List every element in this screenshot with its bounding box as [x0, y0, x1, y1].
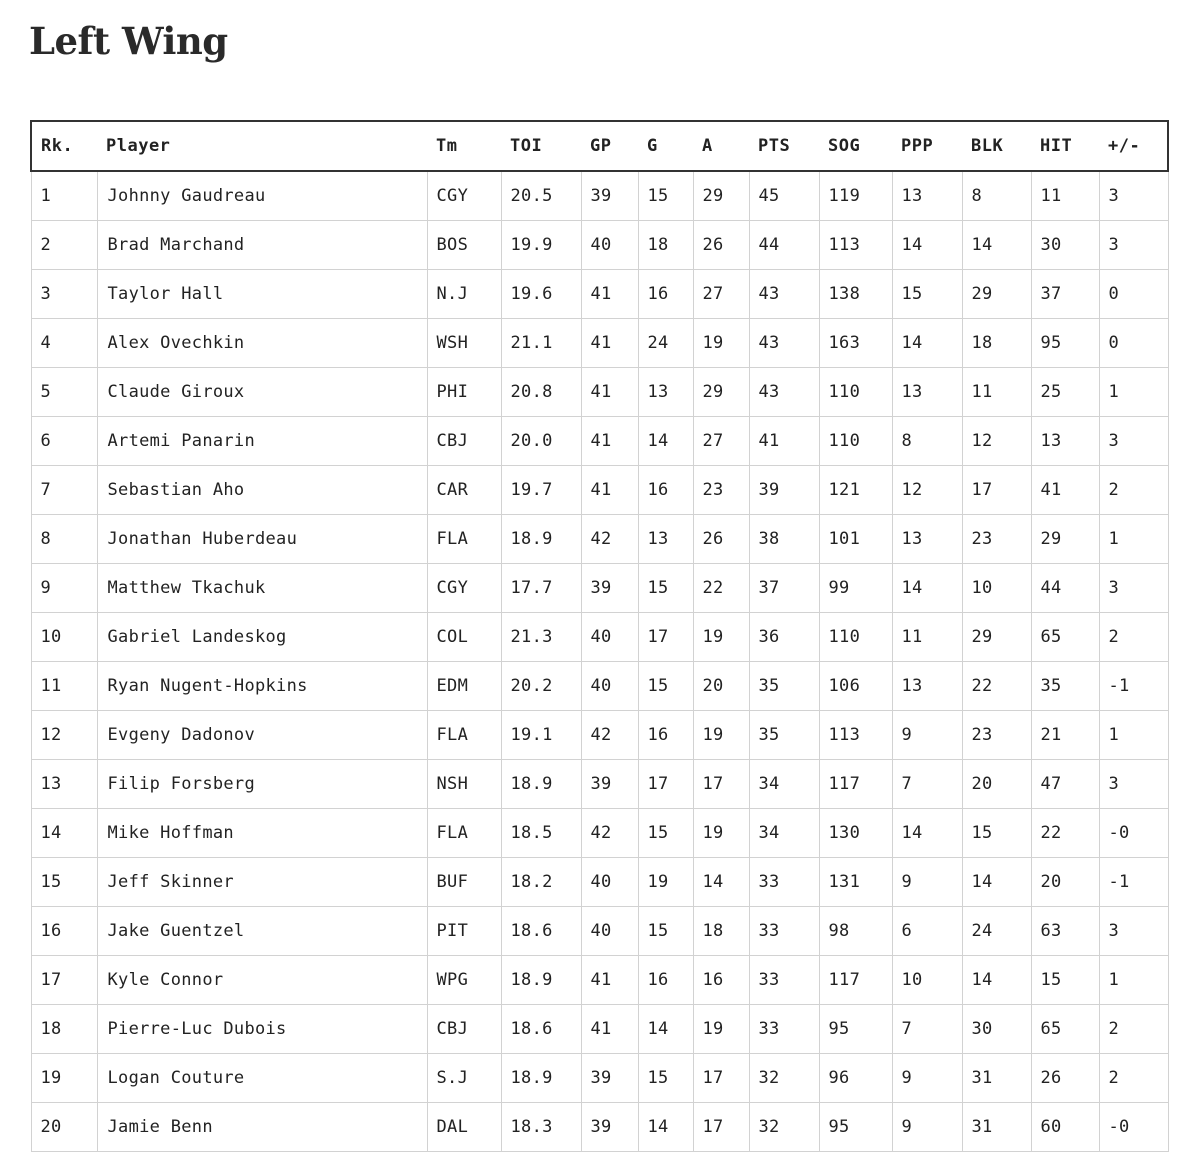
team-cell: CGY	[427, 171, 501, 221]
blk-cell: 14	[962, 956, 1031, 1005]
rank-cell: 20	[31, 1103, 97, 1152]
sog-cell: 131	[819, 858, 892, 907]
sog-cell: 110	[819, 368, 892, 417]
player-cell: Johnny Gaudreau	[97, 171, 427, 221]
toi-cell: 20.2	[501, 662, 581, 711]
sog-cell: 96	[819, 1054, 892, 1103]
table-row	[31, 907, 1168, 956]
plus-minus-cell: 1	[1099, 711, 1168, 760]
ppp-cell: 14	[892, 319, 962, 368]
ppp-cell: 8	[892, 417, 962, 466]
g-cell: 13	[638, 515, 693, 564]
column-header-ppp: PPP	[892, 121, 962, 171]
rank-cell: 16	[31, 907, 97, 956]
pts-cell: 33	[749, 907, 819, 956]
g-cell: 16	[638, 711, 693, 760]
a-cell: 20	[693, 662, 749, 711]
blk-cell: 29	[962, 270, 1031, 319]
blk-cell: 30	[962, 1005, 1031, 1054]
plus-minus-cell: -1	[1099, 662, 1168, 711]
table-row	[31, 1005, 1168, 1054]
gp-cell: 40	[581, 613, 638, 662]
player-cell: Jeff Skinner	[97, 858, 427, 907]
hit-cell: 60	[1031, 1103, 1099, 1152]
a-cell: 26	[693, 515, 749, 564]
hit-cell: 65	[1031, 613, 1099, 662]
blk-cell: 23	[962, 515, 1031, 564]
gp-cell: 41	[581, 417, 638, 466]
ppp-cell: 9	[892, 1103, 962, 1152]
rank-cell: 1	[31, 171, 97, 221]
ppp-cell: 13	[892, 515, 962, 564]
rank-cell: 10	[31, 613, 97, 662]
table-row	[31, 171, 1168, 221]
rank-cell: 8	[31, 515, 97, 564]
pts-cell: 43	[749, 319, 819, 368]
a-cell: 17	[693, 1054, 749, 1103]
hit-cell: 15	[1031, 956, 1099, 1005]
table-row	[31, 368, 1168, 417]
table-row	[31, 417, 1168, 466]
g-cell: 15	[638, 171, 693, 221]
toi-cell: 18.3	[501, 1103, 581, 1152]
gp-cell: 39	[581, 1054, 638, 1103]
g-cell: 15	[638, 662, 693, 711]
sog-cell: 110	[819, 417, 892, 466]
a-cell: 29	[693, 171, 749, 221]
gp-cell: 42	[581, 809, 638, 858]
player-cell: Mike Hoffman	[97, 809, 427, 858]
team-cell: EDM	[427, 662, 501, 711]
gp-cell: 41	[581, 319, 638, 368]
hit-cell: 44	[1031, 564, 1099, 613]
gp-cell: 39	[581, 760, 638, 809]
g-cell: 15	[638, 809, 693, 858]
plus-minus-cell: 3	[1099, 221, 1168, 270]
player-cell: Gabriel Landeskog	[97, 613, 427, 662]
team-cell: PHI	[427, 368, 501, 417]
team-cell: CBJ	[427, 1005, 501, 1054]
g-cell: 17	[638, 760, 693, 809]
g-cell: 16	[638, 270, 693, 319]
sog-cell: 98	[819, 907, 892, 956]
team-cell: CAR	[427, 466, 501, 515]
toi-cell: 21.3	[501, 613, 581, 662]
team-cell: PIT	[427, 907, 501, 956]
toi-cell: 18.6	[501, 907, 581, 956]
plus-minus-cell: 3	[1099, 760, 1168, 809]
a-cell: 19	[693, 613, 749, 662]
table-row	[31, 711, 1168, 760]
plus-minus-cell: 2	[1099, 613, 1168, 662]
column-header-sog: SOG	[819, 121, 892, 171]
hit-cell: 47	[1031, 760, 1099, 809]
blk-cell: 18	[962, 319, 1031, 368]
ppp-cell: 12	[892, 466, 962, 515]
hit-cell: 35	[1031, 662, 1099, 711]
gp-cell: 41	[581, 956, 638, 1005]
player-cell: Matthew Tkachuk	[97, 564, 427, 613]
a-cell: 23	[693, 466, 749, 515]
g-cell: 14	[638, 1005, 693, 1054]
team-cell: COL	[427, 613, 501, 662]
ppp-cell: 6	[892, 907, 962, 956]
ppp-cell: 7	[892, 760, 962, 809]
plus-minus-cell: 1	[1099, 368, 1168, 417]
g-cell: 24	[638, 319, 693, 368]
g-cell: 15	[638, 564, 693, 613]
pts-cell: 33	[749, 858, 819, 907]
ppp-cell: 11	[892, 613, 962, 662]
gp-cell: 39	[581, 564, 638, 613]
blk-cell: 20	[962, 760, 1031, 809]
a-cell: 27	[693, 270, 749, 319]
column-header-hit: HIT	[1031, 121, 1099, 171]
team-cell: WSH	[427, 319, 501, 368]
ppp-cell: 9	[892, 858, 962, 907]
hit-cell: 30	[1031, 221, 1099, 270]
g-cell: 16	[638, 956, 693, 1005]
sog-cell: 117	[819, 956, 892, 1005]
toi-cell: 18.9	[501, 1054, 581, 1103]
player-cell: Taylor Hall	[97, 270, 427, 319]
ppp-cell: 14	[892, 221, 962, 270]
blk-cell: 15	[962, 809, 1031, 858]
pts-cell: 32	[749, 1054, 819, 1103]
player-cell: Evgeny Dadonov	[97, 711, 427, 760]
pts-cell: 41	[749, 417, 819, 466]
player-cell: Jonathan Huberdeau	[97, 515, 427, 564]
hit-cell: 65	[1031, 1005, 1099, 1054]
gp-cell: 41	[581, 466, 638, 515]
plus-minus-cell: -0	[1099, 809, 1168, 858]
player-cell: Filip Forsberg	[97, 760, 427, 809]
plus-minus-cell: 0	[1099, 319, 1168, 368]
g-cell: 17	[638, 613, 693, 662]
pts-cell: 33	[749, 1005, 819, 1054]
rank-cell: 9	[31, 564, 97, 613]
rank-cell: 4	[31, 319, 97, 368]
gp-cell: 41	[581, 368, 638, 417]
table-row	[31, 760, 1168, 809]
toi-cell: 19.1	[501, 711, 581, 760]
ppp-cell: 15	[892, 270, 962, 319]
column-header-rank: Rk.	[31, 121, 97, 171]
plus-minus-cell: 3	[1099, 907, 1168, 956]
plus-minus-cell: 2	[1099, 466, 1168, 515]
team-cell: BOS	[427, 221, 501, 270]
blk-cell: 14	[962, 221, 1031, 270]
a-cell: 29	[693, 368, 749, 417]
hit-cell: 63	[1031, 907, 1099, 956]
g-cell: 14	[638, 417, 693, 466]
g-cell: 14	[638, 1103, 693, 1152]
blk-cell: 31	[962, 1103, 1031, 1152]
column-header-g: G	[638, 121, 693, 171]
hit-cell: 95	[1031, 319, 1099, 368]
g-cell: 18	[638, 221, 693, 270]
team-cell: CGY	[427, 564, 501, 613]
blk-cell: 31	[962, 1054, 1031, 1103]
sog-cell: 113	[819, 711, 892, 760]
toi-cell: 19.6	[501, 270, 581, 319]
sog-cell: 106	[819, 662, 892, 711]
sog-cell: 101	[819, 515, 892, 564]
rank-cell: 14	[31, 809, 97, 858]
hit-cell: 13	[1031, 417, 1099, 466]
hit-cell: 22	[1031, 809, 1099, 858]
a-cell: 19	[693, 1005, 749, 1054]
plus-minus-cell: 3	[1099, 417, 1168, 466]
column-header-blk: BLK	[962, 121, 1031, 171]
sog-cell: 163	[819, 319, 892, 368]
table-row	[31, 1054, 1168, 1103]
ppp-cell: 13	[892, 368, 962, 417]
table-row	[31, 564, 1168, 613]
a-cell: 16	[693, 956, 749, 1005]
ppp-cell: 14	[892, 564, 962, 613]
table-row	[31, 466, 1168, 515]
rank-cell: 18	[31, 1005, 97, 1054]
sog-cell: 99	[819, 564, 892, 613]
sog-cell: 119	[819, 171, 892, 221]
rank-cell: 7	[31, 466, 97, 515]
toi-cell: 20.8	[501, 368, 581, 417]
gp-cell: 41	[581, 270, 638, 319]
a-cell: 19	[693, 319, 749, 368]
pts-cell: 43	[749, 270, 819, 319]
blk-cell: 23	[962, 711, 1031, 760]
g-cell: 13	[638, 368, 693, 417]
toi-cell: 18.9	[501, 515, 581, 564]
player-cell: Alex Ovechkin	[97, 319, 427, 368]
table-row	[31, 956, 1168, 1005]
a-cell: 19	[693, 711, 749, 760]
hit-cell: 11	[1031, 171, 1099, 221]
team-cell: FLA	[427, 711, 501, 760]
gp-cell: 41	[581, 1005, 638, 1054]
a-cell: 17	[693, 1103, 749, 1152]
pts-cell: 35	[749, 711, 819, 760]
player-cell: Artemi Panarin	[97, 417, 427, 466]
blk-cell: 14	[962, 858, 1031, 907]
a-cell: 19	[693, 809, 749, 858]
hit-cell: 41	[1031, 466, 1099, 515]
pts-cell: 34	[749, 809, 819, 858]
ppp-cell: 13	[892, 171, 962, 221]
a-cell: 26	[693, 221, 749, 270]
g-cell: 15	[638, 1054, 693, 1103]
table-body	[31, 171, 1168, 1152]
sog-cell: 121	[819, 466, 892, 515]
player-cell: Sebastian Aho	[97, 466, 427, 515]
sog-cell: 95	[819, 1103, 892, 1152]
toi-cell: 18.9	[501, 760, 581, 809]
ppp-cell: 7	[892, 1005, 962, 1054]
sog-cell: 138	[819, 270, 892, 319]
a-cell: 22	[693, 564, 749, 613]
team-cell: CBJ	[427, 417, 501, 466]
a-cell: 17	[693, 760, 749, 809]
header-row	[31, 121, 1168, 171]
hit-cell: 29	[1031, 515, 1099, 564]
hit-cell: 25	[1031, 368, 1099, 417]
pts-cell: 34	[749, 760, 819, 809]
toi-cell: 18.2	[501, 858, 581, 907]
ppp-cell: 9	[892, 711, 962, 760]
plus-minus-cell: 3	[1099, 564, 1168, 613]
pts-cell: 39	[749, 466, 819, 515]
team-cell: BUF	[427, 858, 501, 907]
page-title: Left Wing	[29, 19, 228, 63]
a-cell: 14	[693, 858, 749, 907]
g-cell: 15	[638, 907, 693, 956]
g-cell: 16	[638, 466, 693, 515]
plus-minus-cell: 0	[1099, 270, 1168, 319]
g-cell: 19	[638, 858, 693, 907]
blk-cell: 24	[962, 907, 1031, 956]
player-cell: Jamie Benn	[97, 1103, 427, 1152]
toi-cell: 19.9	[501, 221, 581, 270]
rank-cell: 3	[31, 270, 97, 319]
blk-cell: 12	[962, 417, 1031, 466]
gp-cell: 40	[581, 858, 638, 907]
blk-cell: 10	[962, 564, 1031, 613]
table-row	[31, 319, 1168, 368]
blk-cell: 11	[962, 368, 1031, 417]
hit-cell: 26	[1031, 1054, 1099, 1103]
table-row	[31, 809, 1168, 858]
ppp-cell: 10	[892, 956, 962, 1005]
plus-minus-cell: 1	[1099, 515, 1168, 564]
sog-cell: 130	[819, 809, 892, 858]
player-cell: Pierre-Luc Dubois	[97, 1005, 427, 1054]
team-cell: N.J	[427, 270, 501, 319]
gp-cell: 40	[581, 907, 638, 956]
pts-cell: 38	[749, 515, 819, 564]
team-cell: NSH	[427, 760, 501, 809]
plus-minus-cell: 2	[1099, 1005, 1168, 1054]
plus-minus-cell: 1	[1099, 956, 1168, 1005]
player-cell: Logan Couture	[97, 1054, 427, 1103]
sog-cell: 95	[819, 1005, 892, 1054]
rank-cell: 6	[31, 417, 97, 466]
pts-cell: 35	[749, 662, 819, 711]
toi-cell: 19.7	[501, 466, 581, 515]
table-row	[31, 270, 1168, 319]
player-cell: Brad Marchand	[97, 221, 427, 270]
column-header-toi: TOI	[501, 121, 581, 171]
rank-cell: 11	[31, 662, 97, 711]
ppp-cell: 9	[892, 1054, 962, 1103]
sog-cell: 110	[819, 613, 892, 662]
gp-cell: 39	[581, 1103, 638, 1152]
table-row	[31, 613, 1168, 662]
toi-cell: 18.9	[501, 956, 581, 1005]
toi-cell: 20.0	[501, 417, 581, 466]
gp-cell: 42	[581, 515, 638, 564]
toi-cell: 18.5	[501, 809, 581, 858]
column-header-gp: GP	[581, 121, 638, 171]
team-cell: DAL	[427, 1103, 501, 1152]
table-row	[31, 221, 1168, 270]
toi-cell: 17.7	[501, 564, 581, 613]
column-header-plus-minus: +/-	[1099, 121, 1168, 171]
blk-cell: 17	[962, 466, 1031, 515]
ppp-cell: 14	[892, 809, 962, 858]
pts-cell: 33	[749, 956, 819, 1005]
player-cell: Claude Giroux	[97, 368, 427, 417]
plus-minus-cell: -0	[1099, 1103, 1168, 1152]
team-cell: FLA	[427, 809, 501, 858]
table-row	[31, 515, 1168, 564]
toi-cell: 20.5	[501, 171, 581, 221]
table-row	[31, 662, 1168, 711]
hit-cell: 37	[1031, 270, 1099, 319]
blk-cell: 29	[962, 613, 1031, 662]
rank-cell: 12	[31, 711, 97, 760]
pts-cell: 32	[749, 1103, 819, 1152]
rank-cell: 5	[31, 368, 97, 417]
table-row	[31, 858, 1168, 907]
team-cell: FLA	[427, 515, 501, 564]
column-header-team: Tm	[427, 121, 501, 171]
team-cell: S.J	[427, 1054, 501, 1103]
blk-cell: 22	[962, 662, 1031, 711]
plus-minus-cell: 3	[1099, 171, 1168, 221]
table-row	[31, 1103, 1168, 1152]
column-header-pts: PTS	[749, 121, 819, 171]
pts-cell: 36	[749, 613, 819, 662]
rank-cell: 13	[31, 760, 97, 809]
gp-cell: 42	[581, 711, 638, 760]
gp-cell: 39	[581, 171, 638, 221]
plus-minus-cell: -1	[1099, 858, 1168, 907]
hit-cell: 20	[1031, 858, 1099, 907]
pts-cell: 43	[749, 368, 819, 417]
gp-cell: 40	[581, 221, 638, 270]
toi-cell: 18.6	[501, 1005, 581, 1054]
rank-cell: 15	[31, 858, 97, 907]
player-cell: Kyle Connor	[97, 956, 427, 1005]
hit-cell: 21	[1031, 711, 1099, 760]
sog-cell: 117	[819, 760, 892, 809]
player-cell: Jake Guentzel	[97, 907, 427, 956]
stats-table	[30, 120, 1169, 1152]
gp-cell: 40	[581, 662, 638, 711]
rank-cell: 2	[31, 221, 97, 270]
pts-cell: 44	[749, 221, 819, 270]
pts-cell: 45	[749, 171, 819, 221]
team-cell: WPG	[427, 956, 501, 1005]
toi-cell: 21.1	[501, 319, 581, 368]
sog-cell: 113	[819, 221, 892, 270]
plus-minus-cell: 2	[1099, 1054, 1168, 1103]
rank-cell: 19	[31, 1054, 97, 1103]
ppp-cell: 13	[892, 662, 962, 711]
a-cell: 18	[693, 907, 749, 956]
a-cell: 27	[693, 417, 749, 466]
column-header-player: Player	[97, 121, 427, 171]
column-header-a: A	[693, 121, 749, 171]
pts-cell: 37	[749, 564, 819, 613]
rank-cell: 17	[31, 956, 97, 1005]
blk-cell: 8	[962, 171, 1031, 221]
player-cell: Ryan Nugent-Hopkins	[97, 662, 427, 711]
